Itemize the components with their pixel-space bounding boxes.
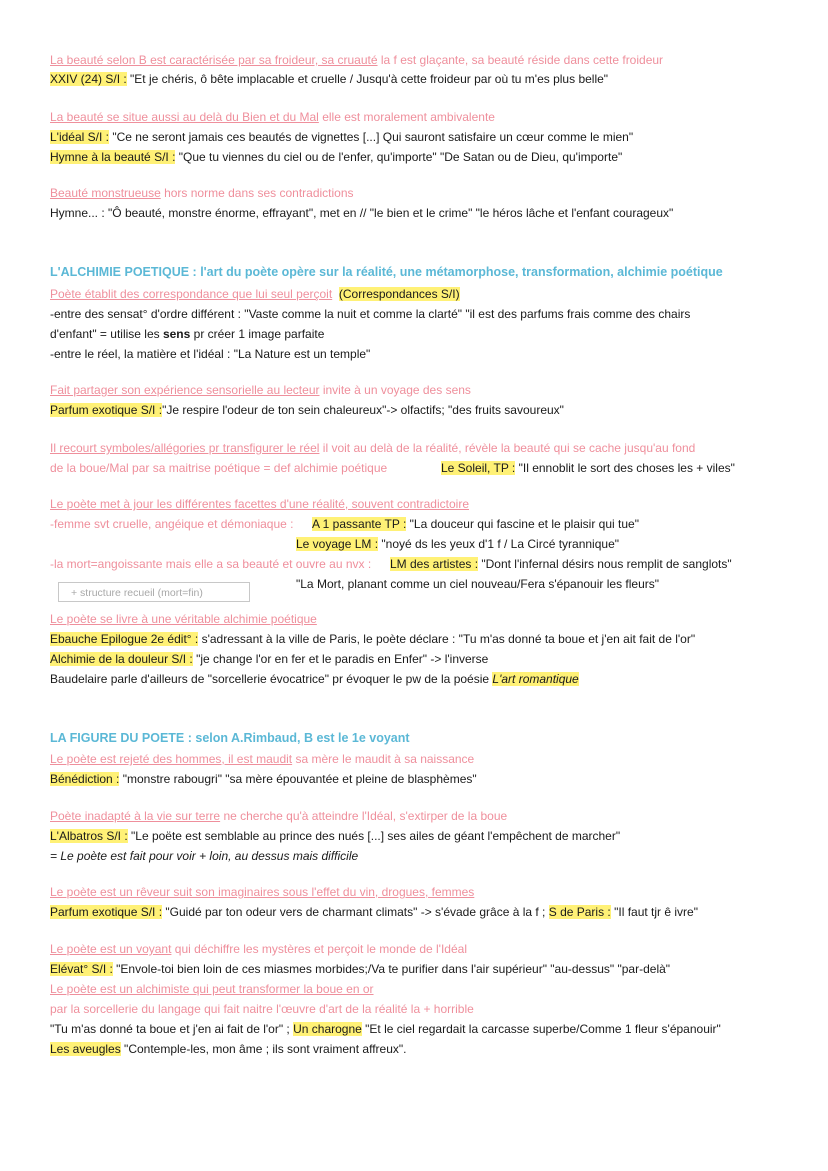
quote-line: Le voyage LM : "noyé ds les yeux d'1 f / La Circé tyrannique" — [296, 537, 619, 551]
quote-line: Le Soleil, TP : "Il ennoblit le sort des choses les + viles" — [441, 461, 735, 475]
quote-line: Bénédiction : "monstre rabougri" "sa mère épouvantée et pleine de blasphèmes" — [50, 772, 477, 786]
text-line: par la sorcellerie du langage qui fait naitre l'œuvre d'art de la réalité la + horrible — [50, 1002, 474, 1016]
text-line: -femme svt cruelle, angéique et démoniaque : — [50, 517, 294, 531]
part-heading: LA FIGURE DU POETE : selon A.Rimbaud, B est le 1e voyant — [50, 731, 410, 745]
poem-reference: Le voyage LM : — [296, 537, 379, 551]
poem-reference: Elévat° S/I : — [50, 962, 113, 976]
annotation-box: + structure recueil (mort=fin) — [58, 582, 250, 602]
poem-reference: Hymne à la beauté S/I : — [50, 150, 176, 164]
text-line: de la boue/Mal par sa maitrise poétique = def alchimie poétique — [50, 461, 388, 475]
quote-line: "La Mort, planant comme un ciel nouveau/Fera s'épanouir les fleurs" — [296, 577, 659, 591]
quote-line: L'idéal S/I : "Ce ne seront jamais ces beautés de vignettes [...] Qui sauront satisfaire un cœur comme le mien" — [50, 130, 634, 144]
poem-reference: Un charogne — [293, 1022, 362, 1036]
section-heading: Le poète est rejeté des hommes, il est maudit sa mère le maudit à sa naissance — [50, 752, 475, 766]
poem-reference: Parfum exotique S/I : — [50, 905, 163, 919]
quote-line: A 1 passante TP : "La douceur qui fascine et le plaisir qui tue" — [312, 517, 639, 531]
conclusion-line: = Le poète est fait pour voir + loin, au dessus mais difficile — [50, 849, 359, 863]
section-heading: Le poète est un rêveur suit son imaginaires sous l'effet du vin, drogues, femmes — [50, 885, 475, 899]
quote-line: LM des artistes : "Dont l'infernal désirs nous remplit de sanglots" — [390, 557, 732, 571]
poem-reference: Le Soleil, TP : — [441, 461, 516, 475]
poem-reference: A 1 passante TP : — [312, 517, 407, 531]
poem-reference: S de Paris : — [548, 905, 611, 919]
section-heading: Le poète met à jour les différentes facettes d'une réalité, souvent contradictoire — [50, 497, 469, 511]
section-heading: Le poète se livre à une véritable alchimie poétique — [50, 612, 317, 626]
quote-line: XXIV (24) S/I : "Et je chéris, ô bête implacable et cruelle / Jusqu'à cette froideur par où tu m'es plus belle" — [50, 72, 609, 86]
section-heading: Poète inadapté à la vie sur terre ne cherche qu'à atteindre l'Idéal, s'extirper de la boue — [50, 809, 508, 823]
quote-line: Hymne... : "Ô beauté, monstre énorme, effrayant", met en // "le bien et le crime" "le héros lâche et l'enfant courageux" — [50, 206, 674, 220]
text-line: d'enfant" = utilise les sens pr créer 1 image parfaite — [50, 327, 325, 341]
text-line: -entre le réel, la matière et l'idéal : "La Nature est un temple" — [50, 347, 371, 361]
quote-line: "Tu m'as donné ta boue et j'en ai fait de l'or" ; Un charogne "Et le ciel regardait la carcasse superbe/Comme 1 fleur s'épanouir" — [50, 1022, 721, 1036]
poem-reference: Alchimie de la douleur S/I : — [50, 652, 193, 666]
text-line: -la mort=angoissante mais elle a sa beauté et ouvre au nvx : — [50, 557, 372, 571]
poem-reference: Bénédiction : — [50, 772, 120, 786]
poem-reference: L'Albatros S/I : — [50, 829, 128, 843]
section-heading: Le poète est un voyant qui déchiffre les mystères et perçoit le monde de l'Idéal — [50, 942, 467, 956]
quote-line: Parfum exotique S/I :"Je respire l'odeur de ton sein chaleureux"-> olfactifs; "des fruits savoureux" — [50, 403, 564, 417]
poem-reference: LM des artistes : — [390, 557, 479, 571]
quote-line: L'Albatros S/I : "Le poëte est semblable au prince des nués [...] ses ailes de géant l'empêchent de marcher" — [50, 829, 621, 843]
poem-reference: L'idéal S/I : — [50, 130, 109, 144]
section-heading: Fait partager son expérience sensorielle au lecteur invite à un voyage des sens — [50, 383, 471, 397]
poem-reference: Parfum exotique S/I : — [50, 403, 163, 417]
text-line: -entre des sensat° d'ordre différent : "Vaste comme la nuit et comme la clarté" "il est des parfums frais comme des chairs — [50, 307, 691, 321]
quote-line: Hymne à la beauté S/I : "Que tu viennes du ciel ou de l'enfer, qu'importe" "De Satan ou de Dieu, qu'importe" — [50, 150, 623, 164]
part-heading: L'ALCHIMIE POETIQUE : l'art du poète opère sur la réalité, une métamorphose, transformation, alchimie poétique — [50, 265, 723, 279]
quote-line: Alchimie de la douleur S/I : "je change l'or en fer et le paradis en Enfer" -> l'inverse — [50, 652, 489, 666]
poem-reference: Les aveugles — [50, 1042, 121, 1056]
quote-line: Les aveugles "Contemple-les, mon âme ; ils sont vraiment affreux". — [50, 1042, 407, 1056]
work-reference: L'art romantique — [492, 672, 579, 686]
section-heading: La beauté se situe aussi au delà du Bien et du Mal elle est moralement ambivalente — [50, 110, 495, 124]
section-heading: Il recourt symboles/allégories pr transfigurer le réel il voit au delà de la réalité, révèle la beauté qui se cache jusqu'au fond — [50, 441, 696, 455]
section-heading: Poète établit des correspondance que lui seul perçoit (Correspondances S/I) — [50, 287, 460, 301]
quote-line: Elévat° S/I : "Envole-toi bien loin de ces miasmes morbides;/Va te purifier dans l'air supérieur" "au-dessus" "par-delà" — [50, 962, 671, 976]
section-heading: La beauté selon B est caractérisée par sa froideur, sa cruauté la f est glaçante, sa beauté réside dans cette froideur — [50, 53, 664, 67]
quote-line: Ebauche Epilogue 2e édit° : s'adressant à la ville de Paris, le poète déclare : "Tu m'as donné ta boue et j'en ait fait de l'or" — [50, 632, 696, 646]
poem-reference: XXIV (24) S/I : — [50, 72, 127, 86]
poem-reference: (Correspondances S/I) — [338, 287, 460, 301]
text-line: Baudelaire parle d'ailleurs de "sorcellerie évocatrice" pr évoquer le pw de la poésie L'art romantique — [50, 672, 579, 686]
poem-reference: Ebauche Epilogue 2e édit° : — [50, 632, 199, 646]
section-heading: Le poète est un alchimiste qui peut transformer la boue en or — [50, 982, 374, 996]
section-heading: Beauté monstrueuse hors norme dans ses contradictions — [50, 186, 354, 200]
quote-line: Parfum exotique S/I : "Guidé par ton odeur vers de charmant climats" -> s'évade grâce à la f ; S de Paris : "Il faut tjr ê ivre" — [50, 905, 698, 919]
